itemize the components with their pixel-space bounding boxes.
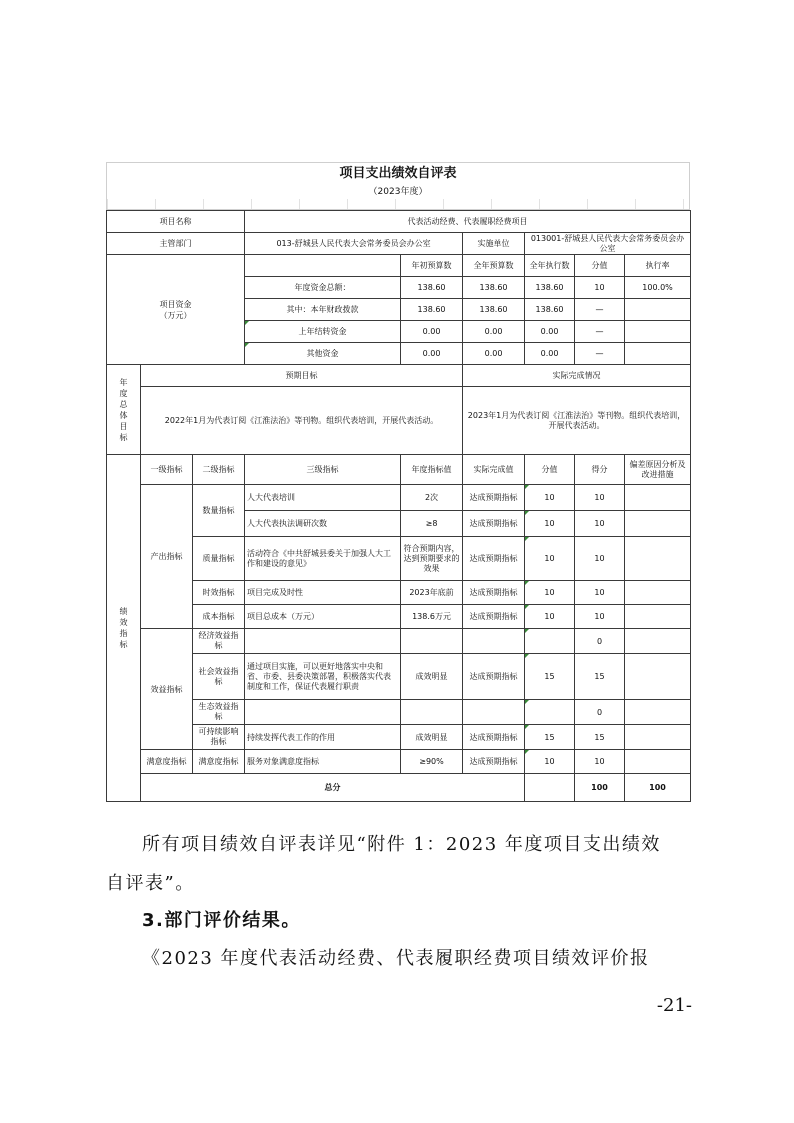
- total-max: 100: [575, 774, 625, 802]
- indicator-name: 项目总成本（万元）: [245, 605, 401, 629]
- funds-cell: 0.00: [401, 343, 463, 365]
- indicator-score: 10: [575, 485, 625, 511]
- cost-label: 成本指标: [193, 605, 245, 629]
- indicator-name: [245, 629, 401, 654]
- deviation-cell: [625, 537, 691, 581]
- indicator-name: 人大代表执法调研次数: [245, 511, 401, 537]
- indicator-score: 10: [575, 511, 625, 537]
- indicator-score: 10: [575, 537, 625, 581]
- perf-header: 得分: [575, 455, 625, 485]
- funds-cell: [625, 343, 691, 365]
- indicator-actual: 达成预期指标: [463, 654, 525, 700]
- indicator-score: 15: [575, 725, 625, 750]
- satisfaction-l1-label: 满意度指标: [141, 750, 193, 774]
- funds-cell: 0.00: [525, 343, 575, 365]
- perf-header: 实际完成值: [463, 455, 525, 485]
- funds-cell: 0.00: [401, 321, 463, 343]
- indicator-target: 成效明显: [401, 725, 463, 750]
- deviation-cell: [625, 725, 691, 750]
- quantity-label: 数量指标: [193, 485, 245, 537]
- funds-header-row: [107, 255, 691, 277]
- econ-label: 经济效益指标: [193, 629, 245, 654]
- output-label: 产出指标: [141, 485, 193, 629]
- indicator-target: ≥90%: [401, 750, 463, 774]
- indicator-name: 人大代表培训: [245, 485, 401, 511]
- table-row: [107, 485, 691, 511]
- indicator-name: [245, 700, 401, 725]
- social-label: 社会效益指标: [193, 654, 245, 700]
- paragraph-appendix-line2: 自评表”。: [106, 873, 195, 894]
- deviation-cell: [625, 700, 691, 725]
- indicator-name: 持续发挥代表工作的作用: [245, 725, 401, 750]
- indicator-target: 138.6万元: [401, 605, 463, 629]
- deviation-cell: [625, 654, 691, 700]
- indicator-actual: 达成预期指标: [463, 581, 525, 605]
- total-actual-blank: [525, 774, 575, 802]
- funds-cell: 138.60: [463, 299, 525, 321]
- funds-cell: [625, 299, 691, 321]
- paragraph-report: 《2023 年度代表活动经费、代表履职经费项目绩效评价报: [142, 948, 650, 969]
- goal-actual-header: 实际完成情况: [463, 365, 691, 387]
- table-row: [107, 581, 691, 605]
- impl-label: 实施单位: [463, 233, 525, 255]
- indicator-score: 10: [575, 750, 625, 774]
- indicator-score-max: 10: [525, 605, 575, 629]
- indicator-target: 2023年底前: [401, 581, 463, 605]
- indicator-target: [401, 629, 463, 654]
- spacer-row: [106, 199, 690, 210]
- indicator-score: 0: [575, 700, 625, 725]
- dept-label: 主管部门: [107, 233, 245, 255]
- table-row: [107, 537, 691, 581]
- timeliness-label: 时效指标: [193, 581, 245, 605]
- indicator-target: [401, 700, 463, 725]
- goal-label: 年度总体目标: [107, 365, 141, 455]
- perf-header: 三级指标: [245, 455, 401, 485]
- perf-header-row: [107, 455, 691, 485]
- funds-header-1: 年初预算数: [401, 255, 463, 277]
- total-score: 100: [625, 774, 691, 802]
- paragraph-appendix-line1: 所有项目绩效自评表详见“附件 1：2023 年度项目支出绩效: [142, 834, 661, 855]
- deviation-cell: [625, 485, 691, 511]
- funds-cell: —: [575, 343, 625, 365]
- indicator-score-max: [525, 700, 575, 725]
- indicator-score-max: 10: [525, 750, 575, 774]
- indicator-score-max: 15: [525, 725, 575, 750]
- department-row: [107, 233, 691, 255]
- funds-cell: 0.00: [463, 321, 525, 343]
- eco-label: 生态效益指标: [193, 700, 245, 725]
- table-title: 项目支出绩效自评表: [106, 162, 690, 185]
- indicator-actual: [463, 700, 525, 725]
- deviation-cell: [625, 629, 691, 654]
- section-heading: 3.部门评价结果。: [142, 910, 301, 931]
- indicator-actual: 达成预期指标: [463, 605, 525, 629]
- funds-cell: 138.60: [401, 299, 463, 321]
- project-name-row: [107, 211, 691, 233]
- impl-value: 013001-舒城县人民代表大会常务委员会办公室: [525, 233, 691, 255]
- table-year: （2023年度）: [106, 185, 690, 199]
- table-row: [107, 654, 691, 700]
- indicator-score: 15: [575, 654, 625, 700]
- indicator-name: 活动符合《中共舒城县委关于加强人大工作和建设的意见》: [245, 537, 401, 581]
- table-row: [107, 750, 691, 774]
- performance-evaluation-table: [106, 210, 691, 802]
- perf-header: 一级指标: [141, 455, 193, 485]
- table-row: [107, 629, 691, 654]
- total-row: [107, 774, 691, 802]
- goal-actual: 2023年1月为代表订阅《江淮法治》等刊物。组织代表培训，开展代表活动。: [463, 387, 691, 455]
- deviation-cell: [625, 605, 691, 629]
- dept-value: 013-舒城县人民代表大会常务委员会办公室: [245, 233, 463, 255]
- indicator-target: 符合预期内容，达到预期要求的效果: [401, 537, 463, 581]
- indicator-name: 服务对象满意度指标: [245, 750, 401, 774]
- goal-header-row: [107, 365, 691, 387]
- page-number: -21-: [656, 995, 692, 1016]
- funds-cell: 0.00: [525, 321, 575, 343]
- funds-cell: —: [575, 299, 625, 321]
- quality-label: 质量指标: [193, 537, 245, 581]
- deviation-cell: [625, 581, 691, 605]
- indicator-score-max: 10: [525, 485, 575, 511]
- self-evaluation-table-sheet: [106, 162, 690, 802]
- indicator-actual: [463, 629, 525, 654]
- funds-cell: 100.0%: [625, 277, 691, 299]
- perf-label: 绩效指标: [107, 455, 141, 802]
- indicator-score-max: [525, 629, 575, 654]
- total-label: 总分: [141, 774, 525, 802]
- indicator-target: 成效明显: [401, 654, 463, 700]
- sustain-label: 可持续影响指标: [193, 725, 245, 750]
- funds-row-label: 其他资金: [245, 343, 401, 365]
- funds-cell: —: [575, 321, 625, 343]
- goal-expected: 2022年1月为代表订阅《江淮法治》等刊物。组织代表培训，开展代表活动。: [141, 387, 463, 455]
- deviation-cell: [625, 750, 691, 774]
- indicator-name: 通过项目实施，可以更好地落实中央和省、市委、县委决策部署，积极落实代表制度和工作，保证代表履行职责: [245, 654, 401, 700]
- table-row: [107, 700, 691, 725]
- funds-header-4: 分值: [575, 255, 625, 277]
- indicator-score: 0: [575, 629, 625, 654]
- perf-header: 年度指标值: [401, 455, 463, 485]
- indicator-score-max: 15: [525, 654, 575, 700]
- funds-cell: [625, 321, 691, 343]
- satisfaction-l2-label: 满意度指标: [193, 750, 245, 774]
- goal-content-row: [107, 387, 691, 455]
- funds-header-3: 全年执行数: [525, 255, 575, 277]
- project-name-label: 项目名称: [107, 211, 245, 233]
- table-row: [107, 725, 691, 750]
- indicator-actual: 达成预期指标: [463, 750, 525, 774]
- project-name-value: 代表活动经费、代表履职经费项目: [245, 211, 691, 233]
- funds-cell: 138.60: [525, 277, 575, 299]
- indicator-target: ≥8: [401, 511, 463, 537]
- funds-header-2: 全年预算数: [463, 255, 525, 277]
- indicator-score-max: 10: [525, 537, 575, 581]
- funds-row-label: 上年结转资金: [245, 321, 401, 343]
- indicator-actual: 达成预期指标: [463, 725, 525, 750]
- indicator-name: 项目完成及时性: [245, 581, 401, 605]
- indicator-score: 10: [575, 605, 625, 629]
- benefit-label: 效益指标: [141, 629, 193, 750]
- goal-expected-header: 预期目标: [141, 365, 463, 387]
- indicator-score-max: 10: [525, 581, 575, 605]
- funds-row-label: 其中：本年财政拨款: [245, 299, 401, 321]
- perf-header: 偏差原因分析及改进措施: [625, 455, 691, 485]
- indicator-actual: 达成预期指标: [463, 511, 525, 537]
- indicator-target: 2次: [401, 485, 463, 511]
- funds-cell: 138.60: [401, 277, 463, 299]
- perf-header: 二级指标: [193, 455, 245, 485]
- funds-cell: 138.60: [463, 277, 525, 299]
- funds-cell: 10: [575, 277, 625, 299]
- indicator-actual: 达成预期指标: [463, 485, 525, 511]
- indicator-actual: 达成预期指标: [463, 537, 525, 581]
- funds-header-5: 执行率: [625, 255, 691, 277]
- indicator-score: 10: [575, 581, 625, 605]
- perf-header: 分值: [525, 455, 575, 485]
- funds-header-blank: [245, 255, 401, 277]
- funds-cell: 138.60: [525, 299, 575, 321]
- funds-label: 项目资金 （万元）: [107, 255, 245, 365]
- deviation-cell: [625, 511, 691, 537]
- funds-row-label: 年度资金总额：: [245, 277, 401, 299]
- funds-cell: 0.00: [463, 343, 525, 365]
- indicator-score-max: 10: [525, 511, 575, 537]
- table-row: [107, 605, 691, 629]
